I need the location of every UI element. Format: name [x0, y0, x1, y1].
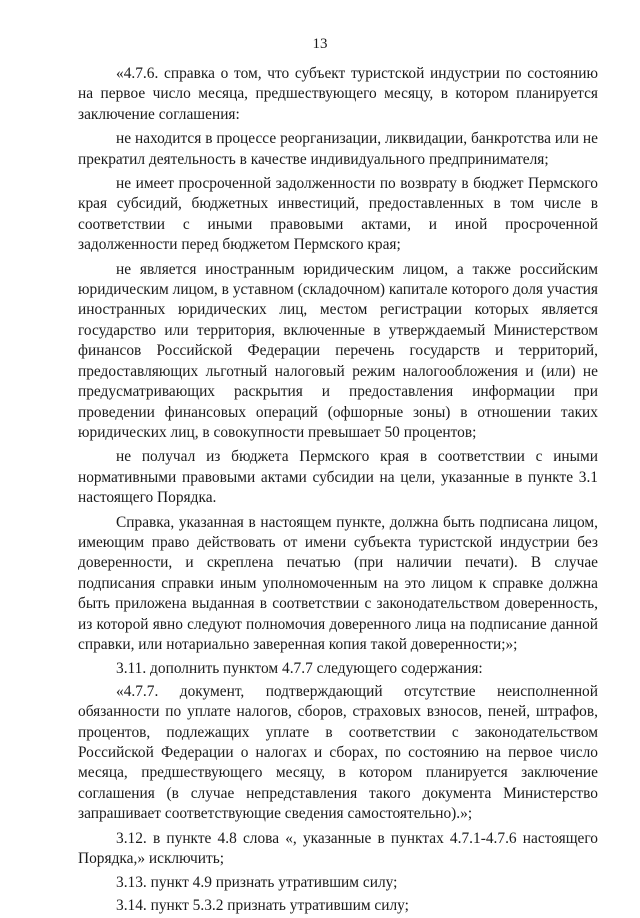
paragraph-no-other-subsidies: не получал из бюджета Пермского края в соответствии с иными нормативными правовыми актами субсидии на цели, указанные в пункте 3.1 настоящего Порядка.: [78, 448, 598, 507]
paragraph-4-7-6-intro: «4.7.6. справка о том, что субъект туристской индустрии по состоянию на первое число месяца, предшествующего месяцу, в котором планируется заключение соглашения:: [78, 65, 598, 123]
paragraph-no-overdue-debt: не имеет просроченной задолженности по возврату в бюджет Пермского края субсидий, бюджетных инвестиций, предоставленных в том числе в соответствии с иными правовыми актами, и иной просроченной задолженности перед бюджетом Пермского края;: [78, 175, 598, 254]
paragraph-3-11: 3.11. дополнить пунктом 4.7.7 следующего содержания:: [116, 660, 483, 678]
paragraph-3-14: 3.14. пункт 5.3.2 признать утратившим силу;: [116, 896, 409, 914]
paragraph-3-13: 3.13. пункт 4.9 признать утратившим силу;: [116, 874, 398, 892]
paragraph-4-7-7: «4.7.7. документ, подтверждающий отсутствие неисполненной обязанности по уплате налогов, сборов, страховых взносов, пеней, штрафов, процентов, подлежащих уплате в соответствии с законодательством Российской Федерации о налогах и сборах, по состоянию на первое число месяца, предшествующего месяцу, в котором планируется заключение соглашения (в случае непредставления такого документа Министерство запрашивает соответствующие сведения самостоятельно).»;: [78, 682, 598, 823]
document-body: [78, 64, 598, 918]
paragraph-3-12: 3.12. в пункте 4.8 слова «, указанные в пунктах 4.7.1-4.7.6 настоящего Порядка,» исключить;: [78, 829, 598, 868]
paragraph-not-foreign-entity: не является иностранным юридическим лицом, а также российским юридическим лицом, в уставном (складочном) капитале которого доля участия иностранных юридических лиц, местом регистрации которых является государство или территория, включенные в утверждаемый Министерством финансов Российской Федерации перечень государств и территорий, предоставляющих льготный налоговый режим налогообложения и (или) не предусматривающих раскрытия и предоставления информации при проведении финансовых операций (офшорные зоны) в отношении таких юридических лиц, в совокупности превышает 50 процентов;: [78, 260, 598, 441]
paragraph-certificate-signature: Справка, указанная в настоящем пункте, должна быть подписана лицом, имеющим право действовать от имени субъекта туристской индустрии без доверенности, и скреплена печатью (при наличии печати). В случае подписания справки иным уполномоченным на это лицом к справке должна быть приложена выданная в соответствии с законодательством доверенность, из которой явно следуют полномочия доверенного лица на подписание данной справки, или нотариально заверенная копия такой доверенности;»;: [78, 513, 598, 653]
page-number: 13: [312, 36, 328, 52]
paragraph-no-reorganization: не находится в процессе реорганизации, ликвидации, банкротства или не прекратил деятельность в качестве индивидуального предпринимателя;: [78, 130, 598, 168]
